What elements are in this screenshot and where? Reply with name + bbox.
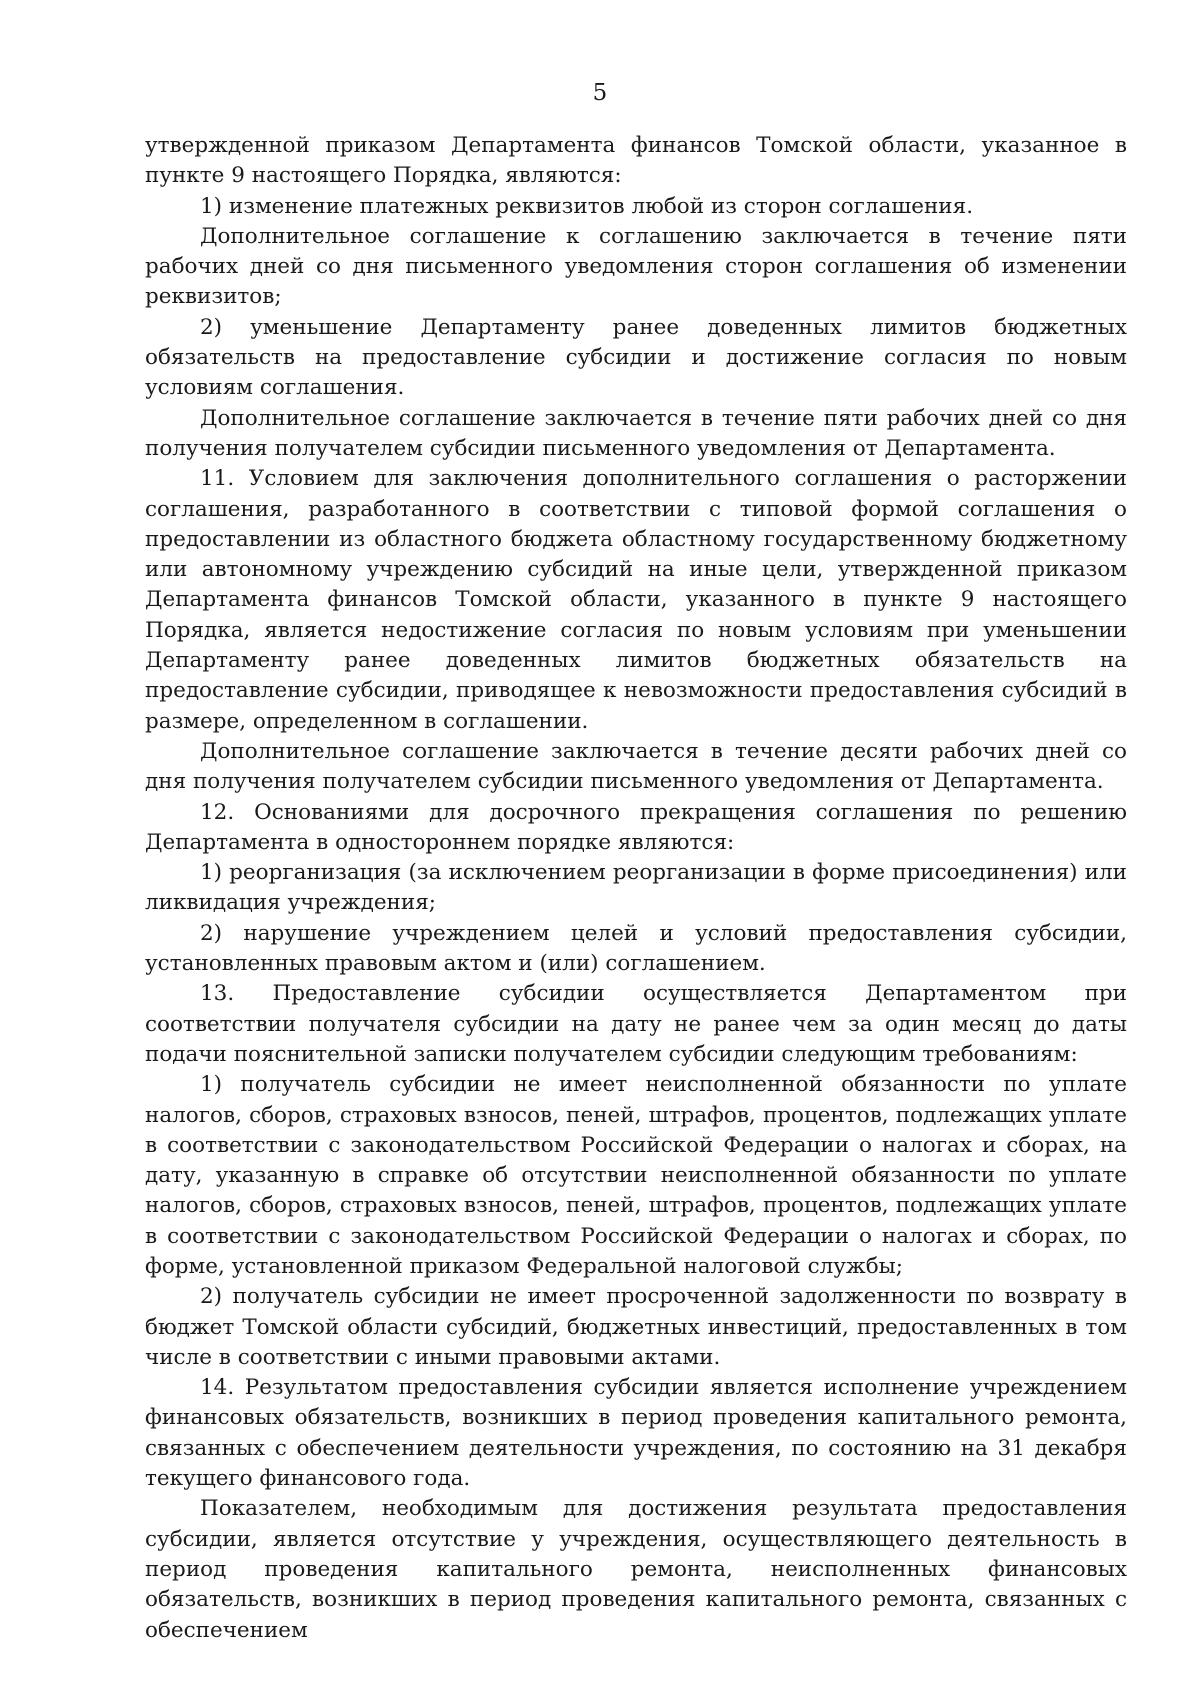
paragraph-section-12: 12. Основаниями для досрочного прекращения соглашения по решению Департамента в одностороннем порядке являются: xyxy=(145,799,1127,855)
paragraph: Дополнительное соглашение заключается в течение десяти рабочих дней со дня получения получателем субсидии письменного уведомления от Департамента. xyxy=(145,738,1127,795)
document-body xyxy=(145,131,1127,1646)
paragraph: 2) получатель субсидии не имеет просроченной задолженности по возврату в бюджет Томской области субсидий, бюджетных инвестиций, предоставленных в том числе в соответствии с иными правовыми актами. xyxy=(145,1284,1127,1370)
paragraph: Дополнительное соглашение к соглашению заключается в течение пяти рабочих дней со дня письменного уведомления сторон соглашения об изменении реквизитов; xyxy=(145,223,1127,310)
paragraph-section-13: 13. Предоставление субсидии осуществляется Департаментом при соответствии получателя субсидии на дату не ранее чем за один месяц до даты подачи пояснительной записки получателем субсидии следующим требованиям: xyxy=(145,981,1127,1067)
paragraph: Показателем, необходимым для достижения результата предоставления субсидии, является отсутствие у учреждения, осуществляющего деятельность в период проведения капитального ремонта, неисполненных финансовых обязательств, возникших в период проведения капитального ремонта, связанных с обеспечением xyxy=(145,1496,1127,1643)
paragraph: 1) получатель субсидии не имеет неисполненной обязанности по уплате налогов, сборов, страховых взносов, пеней, штрафов, процентов, подлежащих уплате в соответствии с законодательством Российской Федерации о налогах и сборах, на дату, указанную в справке об отсутствии неисполненной обязанности по уплате налогов, сборов, страховых взносов, пеней, штрафов, процентов, подлежащих уплате в соответствии с законодательством Российской Федерации о налогах и сборах, по форме, установленной приказом Федеральной налоговой службы; xyxy=(145,1072,1127,1279)
paragraph: 2) нарушение учреждением целей и условий предоставления субсидии, установленных правовым актом и (или) соглашением. xyxy=(145,920,1127,977)
paragraph: Дополнительное соглашение заключается в течение пяти рабочих дней со дня получения получателем субсидии письменного уведомления от Департамента. xyxy=(145,405,1127,461)
page-number: 5 xyxy=(592,80,608,106)
paragraph-section-14: 14. Результатом предоставления субсидии является исполнение учреждением финансовых обязательств, возникших в период проведения капитального ремонта, связанных с обеспечением деятельности учреждения, по состоянию на 31 декабря текущего финансового года. xyxy=(145,1375,1127,1492)
paragraph: 2) уменьшение Департаменту ранее доведенных лимитов бюджетных обязательств на предоставление субсидии и достижение согласия по новым условиям соглашения. xyxy=(145,314,1127,401)
paragraph-continuation: утвержденной приказом Департамента финансов Томской области, указанное в пункте 9 настоящего Порядка, являются: xyxy=(145,133,1127,189)
paragraph-section-11: 11. Условием для заключения дополнительного соглашения о расторжении соглашения, разработанного в соответствии с типовой формой соглашения о предоставлении из областного бюджета областному государственному бюджетному или автономному учреждению субсидий на иные цели, утвержденной приказом Департамента финансов Томской области, указанного в пункте 9 настоящего Порядка, является недостижение согласия по новым условиям при уменьшении Департаменту ранее доведенных лимитов бюджетных обязательств на предоставление субсидии, приводящее к невозможности предоставления субсидий в размере, определенном в соглашении. xyxy=(145,466,1127,734)
paragraph: 1) реорганизация (за исключением реорганизации в форме присоединения) или ликвидация учреждения; xyxy=(145,860,1127,916)
paragraph: 1) изменение платежных реквизитов любой из сторон соглашения. xyxy=(200,193,974,219)
